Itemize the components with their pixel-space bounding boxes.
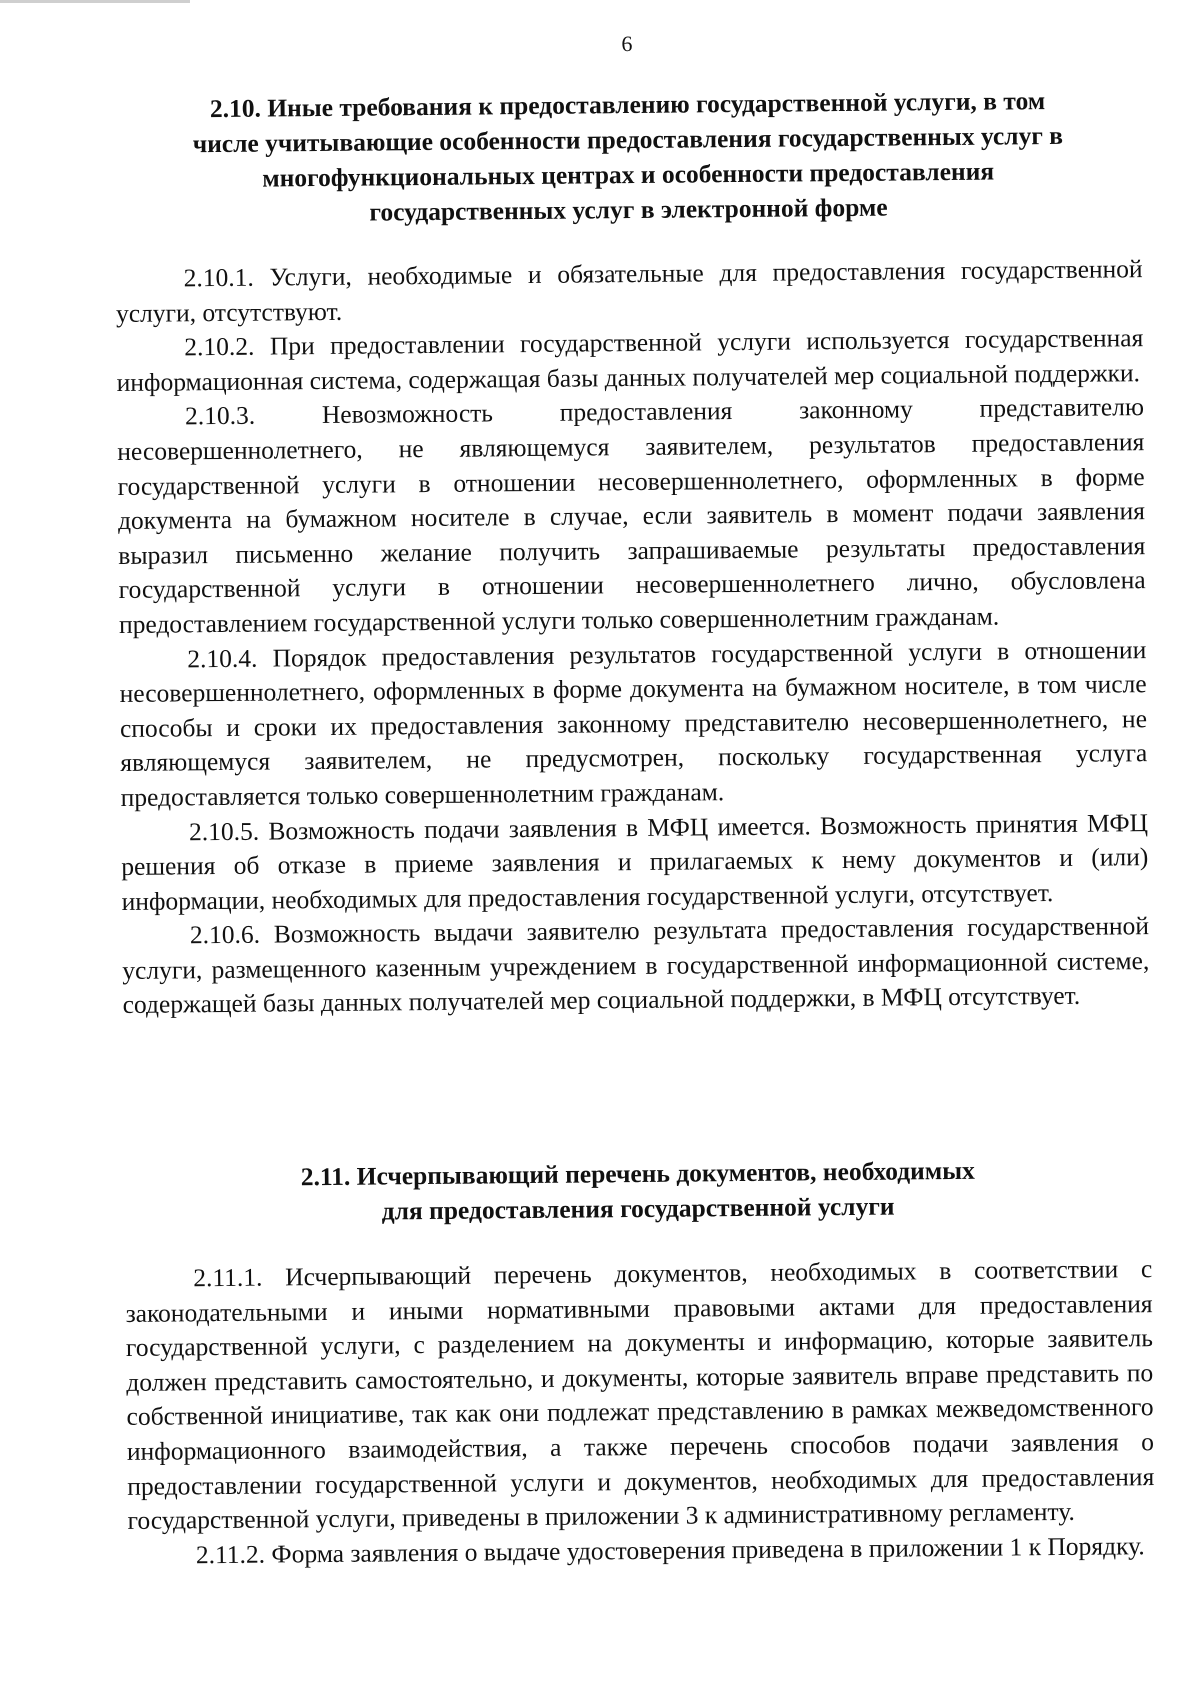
paragraph-2-11-2: 2.11.2. Форма заявления о выдаче удостоверения приведена в приложении 1 к Порядку. bbox=[195, 1530, 1145, 1570]
page-number: 6 bbox=[621, 31, 633, 57]
paragraph-2-10-5: 2.10.5. Возможность подачи заявления в МФЦ имеется. Возможность принятия МФЦ решения об отказе в приеме заявления и прилагаемых к нему документов и (или) информации, необходимых для предоставления государственной услуги, отсутствует. bbox=[121, 807, 1149, 916]
heading-line: многофункциональных центрах и особенности предоставления bbox=[262, 156, 995, 193]
paragraph-2-10-2: 2.10.2. При предоставлении государственной услуги используется государственная информационная система, содержащая базы данных получателей мер социальной поддержки. bbox=[116, 323, 1144, 397]
section-2-10-heading bbox=[114, 82, 1142, 232]
section-2-10-body bbox=[116, 252, 1150, 1023]
paragraph-2-11-1: 2.11.1. Исчерпывающий перечень документов, необходимых в соответствии с законодательными и иными нормативными правовыми актами для предоставления государственной услуги, с разделением на документы и информацию, которые заявитель должен представить самостоятельно, и документы, которые заявитель вправе представить по собственной инициативе, так как они подлежат представлению в рамках межведомственного информационного взаимодействия, а также перечень способов подачи заявления о предоставлении государственной услуги и документов, необходимых для предоставления государственной услуги, приведены в приложении 3 к административному регламенту. bbox=[125, 1254, 1155, 1536]
heading-line: 2.10. Иные требования к предоставлению государственной услуги, в том bbox=[209, 86, 1046, 124]
paragraph-2-10-1: 2.10.1. Услуги, необходимые и обязательные для предоставления государственной услуги, отсутствуют. bbox=[115, 254, 1143, 328]
paragraph-2-10-4: 2.10.4. Порядок предоставления результатов государственной услуги в отношении несовершеннолетнего, оформленных в форме документа на бумажном носителе, в том числе способы и сроки их предоставления законному представителю несовершеннолетнего, не являющемуся заявителем, не предусмотрен, поскольку государственная услуга предоставляется только совершеннолетним гражданам. bbox=[119, 634, 1148, 812]
heading-line: государственных услуг в электронной форме bbox=[369, 192, 888, 227]
document-page bbox=[113, 0, 1156, 1695]
section-2-11-heading bbox=[124, 1151, 1152, 1231]
heading-line: 2.11. Исчерпывающий перечень документов, необходимых bbox=[300, 1155, 975, 1192]
paragraph-2-10-6: 2.10.6. Возможность выдачи заявителю результата предоставления государственной услуги, размещенного казенным учреждением в государственной информационной системе, содержащей базы данных получателей мер социальной поддержки, в МФЦ отсутствует. bbox=[122, 911, 1150, 1020]
paragraph-2-10-3: 2.10.3. Невозможность предоставления законному представителю несовершеннолетнего, не являющемуся заявителем, результатов предоставления государственной услуги в отношении несовершеннолетнего, оформленных в форме документа на бумажном носителе в случае, если заявитель в момент подачи заявления выразил письменно желание получить запрашиваемые результаты предоставления государственной услуги в отношении несовершеннолетнего лично, обусловлена предоставлением государственной услуги только совершеннолетним гражданам. bbox=[117, 392, 1146, 639]
heading-line: для предоставления государственной услуги bbox=[381, 1191, 895, 1226]
section-2-11-body bbox=[125, 1252, 1155, 1573]
heading-line: числе учитывающие особенности предоставления государственных услуг в bbox=[192, 120, 1064, 159]
